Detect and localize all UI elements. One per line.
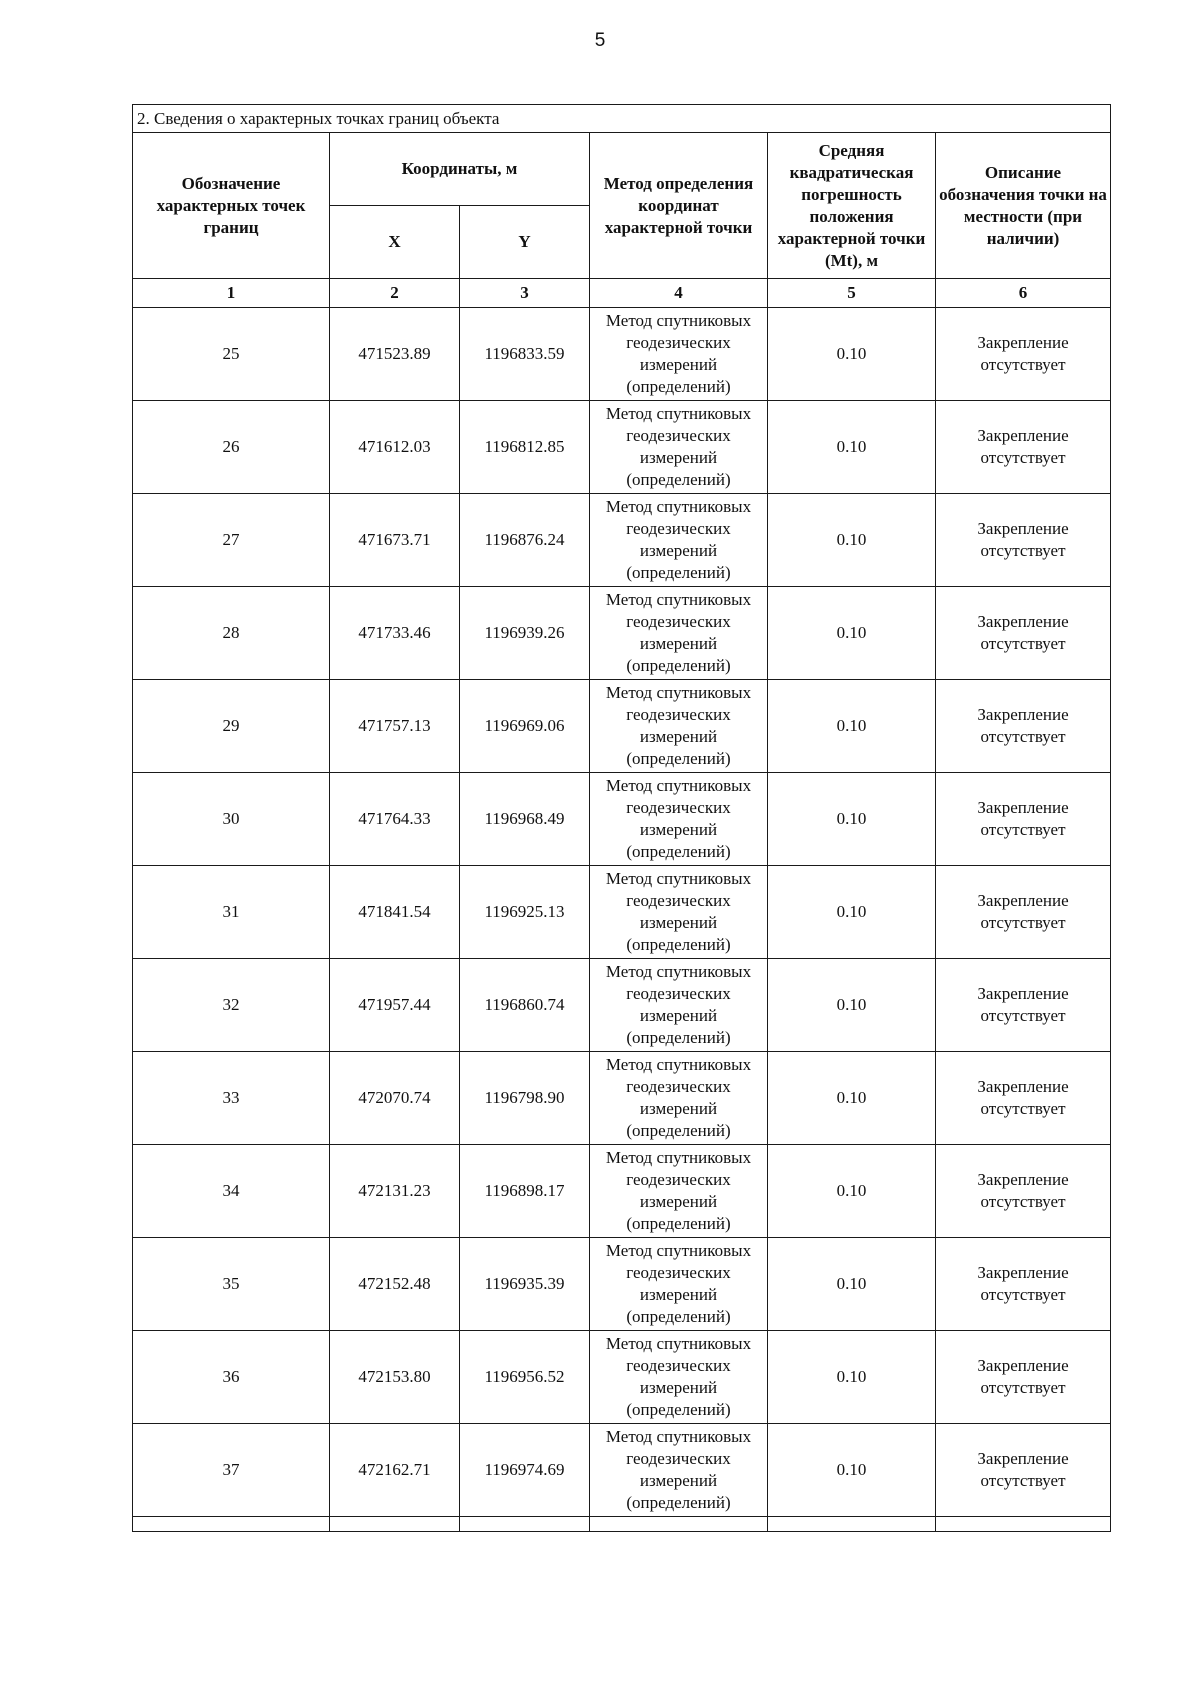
x-cell: 471841.54 bbox=[330, 866, 460, 959]
method-cell: Метод спутниковых геодезических измерений (определений) bbox=[590, 773, 768, 866]
column-number: 4 bbox=[590, 279, 768, 308]
description-cell: Закрепление отсутствует bbox=[936, 866, 1111, 959]
y-cell: 1196969.06 bbox=[460, 680, 590, 773]
method-cell: Метод спутниковых геодезических измерений (определений) bbox=[590, 866, 768, 959]
description-cell: Закрепление отсутствует bbox=[936, 1052, 1111, 1145]
y-cell: 1196925.13 bbox=[460, 866, 590, 959]
page-number: 5 bbox=[594, 30, 606, 51]
point-cell: 34 bbox=[133, 1145, 330, 1238]
empty-cell bbox=[768, 1517, 936, 1532]
method-cell: Метод спутниковых геодезических измерений (определений) bbox=[590, 494, 768, 587]
description-cell: Закрепление отсутствует bbox=[936, 587, 1111, 680]
description-cell: Закрепление отсутствует bbox=[936, 1238, 1111, 1331]
mt-cell: 0.10 bbox=[768, 308, 936, 401]
y-cell: 1196833.59 bbox=[460, 308, 590, 401]
description-cell: Закрепление отсутствует bbox=[936, 1424, 1111, 1517]
point-cell: 36 bbox=[133, 1331, 330, 1424]
x-cell: 471757.13 bbox=[330, 680, 460, 773]
y-cell: 1196876.24 bbox=[460, 494, 590, 587]
header-method: Метод определения координат характерной точки bbox=[590, 133, 768, 279]
y-cell: 1196956.52 bbox=[460, 1331, 590, 1424]
method-cell: Метод спутниковых геодезических измерений (определений) bbox=[590, 308, 768, 401]
table-row bbox=[133, 773, 1111, 866]
table-row bbox=[133, 866, 1111, 959]
method-cell: Метод спутниковых геодезических измерений (определений) bbox=[590, 1424, 768, 1517]
empty-cell bbox=[936, 1517, 1111, 1532]
point-cell: 27 bbox=[133, 494, 330, 587]
y-cell: 1196935.39 bbox=[460, 1238, 590, 1331]
column-number: 3 bbox=[460, 279, 590, 308]
table-row bbox=[133, 587, 1111, 680]
header-coordinates: Координаты, м bbox=[330, 133, 590, 206]
header-description: Описание обозначения точки на местности (при наличии) bbox=[936, 133, 1111, 279]
x-cell: 472131.23 bbox=[330, 1145, 460, 1238]
y-cell: 1196798.90 bbox=[460, 1052, 590, 1145]
column-number: 6 bbox=[936, 279, 1111, 308]
y-cell: 1196974.69 bbox=[460, 1424, 590, 1517]
method-cell: Метод спутниковых геодезических измерений (определений) bbox=[590, 1331, 768, 1424]
empty-cell bbox=[590, 1517, 768, 1532]
empty-cell bbox=[460, 1517, 590, 1532]
mt-cell: 0.10 bbox=[768, 1424, 936, 1517]
point-cell: 31 bbox=[133, 866, 330, 959]
table-row bbox=[133, 1238, 1111, 1331]
x-cell: 471733.46 bbox=[330, 587, 460, 680]
x-cell: 472162.71 bbox=[330, 1424, 460, 1517]
header-row bbox=[133, 133, 1111, 206]
method-cell: Метод спутниковых геодезических измерений (определений) bbox=[590, 959, 768, 1052]
mt-cell: 0.10 bbox=[768, 1052, 936, 1145]
column-number: 5 bbox=[768, 279, 936, 308]
point-cell: 35 bbox=[133, 1238, 330, 1331]
mt-cell: 0.10 bbox=[768, 401, 936, 494]
table-row bbox=[133, 680, 1111, 773]
method-cell: Метод спутниковых геодезических измерений (определений) bbox=[590, 1238, 768, 1331]
header-error: Средняя квадратическая погрешность положения характерной точки (Mt), м bbox=[768, 133, 936, 279]
section-title: 2. Сведения о характерных точках границ объекта bbox=[133, 105, 1111, 133]
point-cell: 29 bbox=[133, 680, 330, 773]
table-row bbox=[133, 959, 1111, 1052]
description-cell: Закрепление отсутствует bbox=[936, 1331, 1111, 1424]
description-cell: Закрепление отсутствует bbox=[936, 308, 1111, 401]
x-cell: 471764.33 bbox=[330, 773, 460, 866]
x-cell: 471673.71 bbox=[330, 494, 460, 587]
x-cell: 471957.44 bbox=[330, 959, 460, 1052]
mt-cell: 0.10 bbox=[768, 773, 936, 866]
empty-cell bbox=[133, 1517, 330, 1532]
method-cell: Метод спутниковых геодезических измерений (определений) bbox=[590, 1052, 768, 1145]
header-x: X bbox=[330, 206, 460, 279]
mt-cell: 0.10 bbox=[768, 959, 936, 1052]
mt-cell: 0.10 bbox=[768, 1145, 936, 1238]
header-y: Y bbox=[460, 206, 590, 279]
y-cell: 1196860.74 bbox=[460, 959, 590, 1052]
point-cell: 33 bbox=[133, 1052, 330, 1145]
description-cell: Закрепление отсутствует bbox=[936, 773, 1111, 866]
mt-cell: 0.10 bbox=[768, 680, 936, 773]
column-number: 1 bbox=[133, 279, 330, 308]
x-cell: 471612.03 bbox=[330, 401, 460, 494]
point-cell: 28 bbox=[133, 587, 330, 680]
mt-cell: 0.10 bbox=[768, 1238, 936, 1331]
column-number: 2 bbox=[330, 279, 460, 308]
table-row bbox=[133, 401, 1111, 494]
x-cell: 472153.80 bbox=[330, 1331, 460, 1424]
empty-cell bbox=[330, 1517, 460, 1532]
description-cell: Закрепление отсутствует bbox=[936, 959, 1111, 1052]
mt-cell: 0.10 bbox=[768, 494, 936, 587]
section-title-row bbox=[133, 105, 1111, 133]
x-cell: 472070.74 bbox=[330, 1052, 460, 1145]
x-cell: 472152.48 bbox=[330, 1238, 460, 1331]
mt-cell: 0.10 bbox=[768, 1331, 936, 1424]
table-row bbox=[133, 1145, 1111, 1238]
method-cell: Метод спутниковых геодезических измерений (определений) bbox=[590, 401, 768, 494]
header-point-designation: Обозначение характерных точек границ bbox=[133, 133, 330, 279]
point-cell: 30 bbox=[133, 773, 330, 866]
table-row bbox=[133, 1424, 1111, 1517]
table-row bbox=[133, 1331, 1111, 1424]
method-cell: Метод спутниковых геодезических измерений (определений) bbox=[590, 680, 768, 773]
column-numbers-row bbox=[133, 279, 1111, 308]
description-cell: Закрепление отсутствует bbox=[936, 1145, 1111, 1238]
point-cell: 37 bbox=[133, 1424, 330, 1517]
table-row bbox=[133, 1052, 1111, 1145]
x-cell: 471523.89 bbox=[330, 308, 460, 401]
table-row bbox=[133, 308, 1111, 401]
mt-cell: 0.10 bbox=[768, 587, 936, 680]
point-cell: 32 bbox=[133, 959, 330, 1052]
point-cell: 25 bbox=[133, 308, 330, 401]
method-cell: Метод спутниковых геодезических измерений (определений) bbox=[590, 1145, 768, 1238]
description-cell: Закрепление отсутствует bbox=[936, 401, 1111, 494]
y-cell: 1196898.17 bbox=[460, 1145, 590, 1238]
description-cell: Закрепление отсутствует bbox=[936, 494, 1111, 587]
method-cell: Метод спутниковых геодезических измерений (определений) bbox=[590, 587, 768, 680]
y-cell: 1196968.49 bbox=[460, 773, 590, 866]
mt-cell: 0.10 bbox=[768, 866, 936, 959]
table-row bbox=[133, 494, 1111, 587]
point-cell: 26 bbox=[133, 401, 330, 494]
description-cell: Закрепление отсутствует bbox=[936, 680, 1111, 773]
boundary-points-table bbox=[132, 104, 1111, 1532]
y-cell: 1196939.26 bbox=[460, 587, 590, 680]
y-cell: 1196812.85 bbox=[460, 401, 590, 494]
table-tail-row bbox=[133, 1517, 1111, 1532]
